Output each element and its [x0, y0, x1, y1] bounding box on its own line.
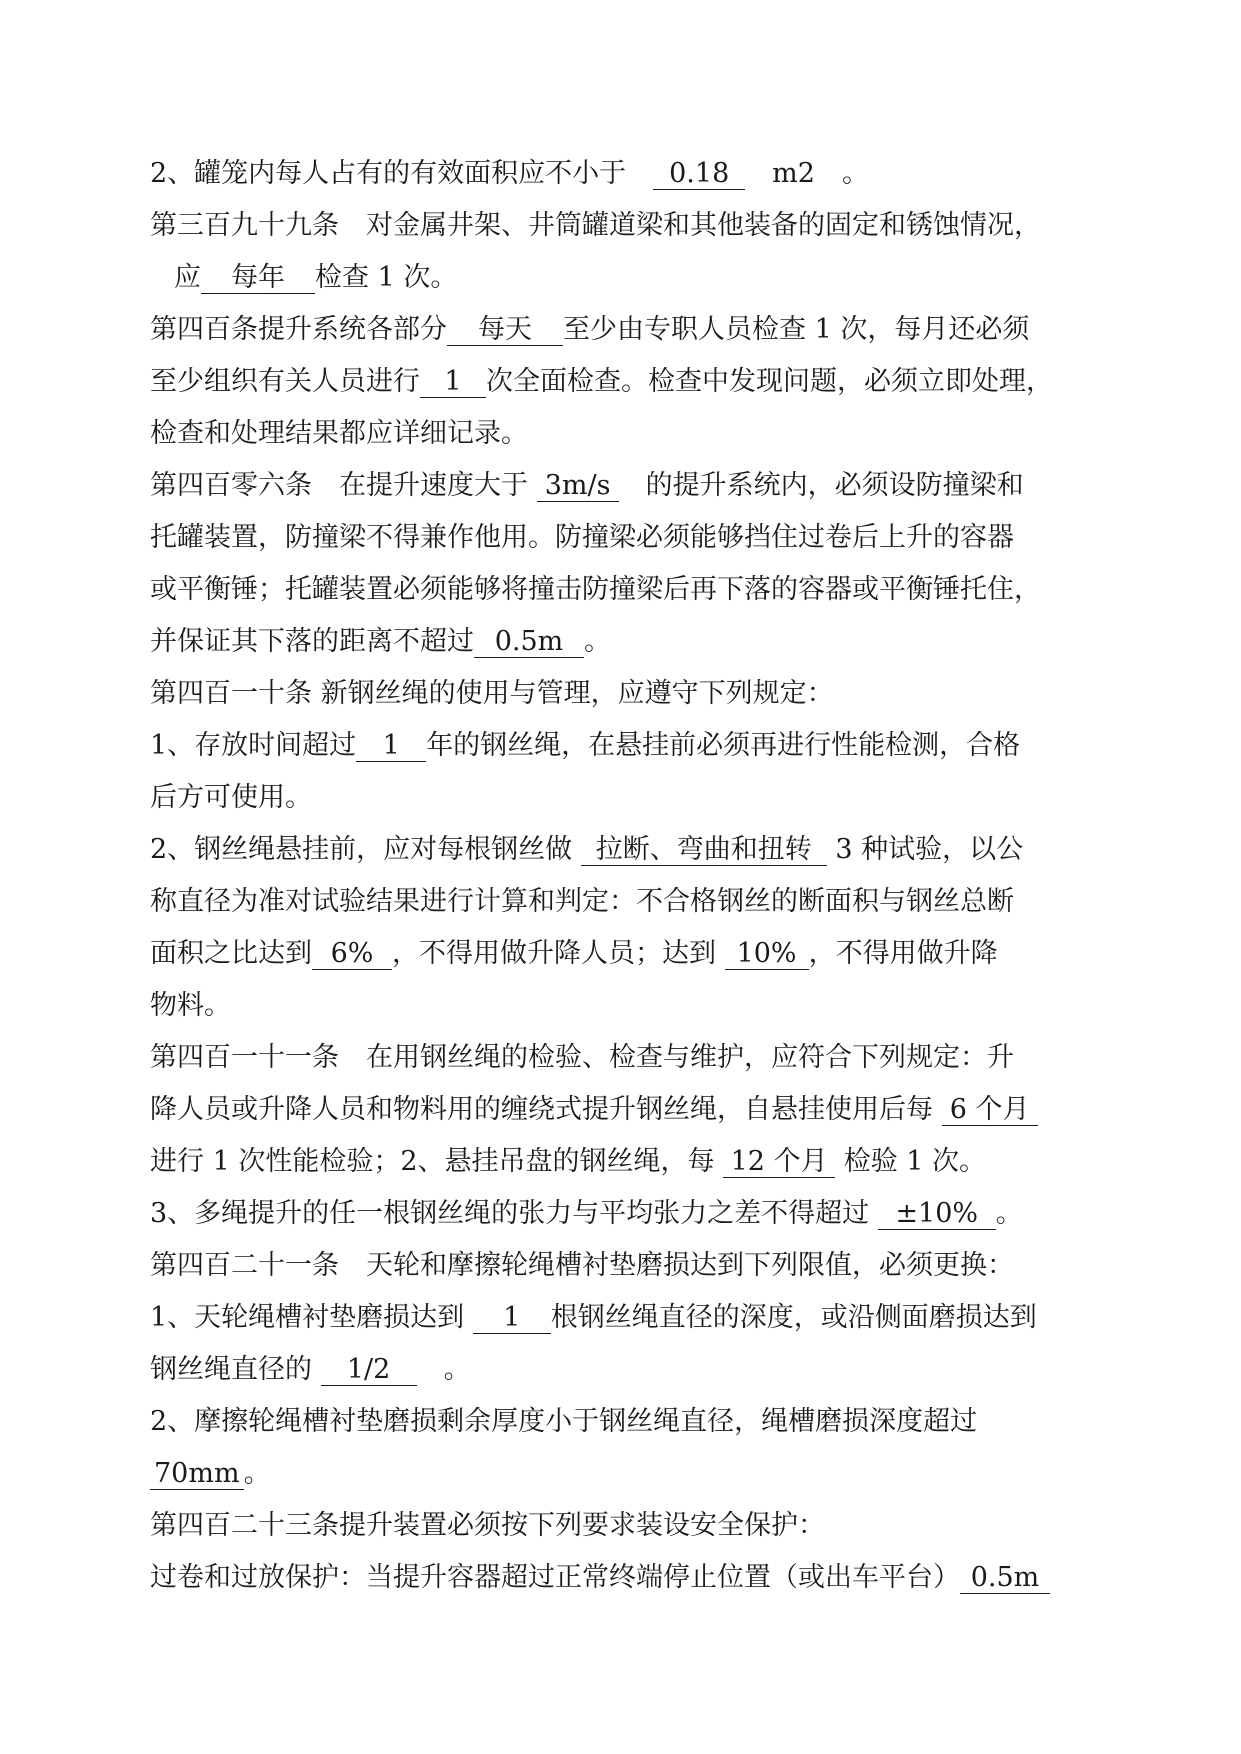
- text-line: [150, 1084, 1105, 1136]
- text-line: [150, 980, 1105, 1032]
- text-segment: 2、罐笼内每人占有的有效面积应不小于: [150, 158, 654, 189]
- text-line: [150, 1396, 1105, 1448]
- text-line: [150, 772, 1105, 824]
- text-segment: 进行 1 次性能检验；2、悬挂吊盘的钢丝绳，每: [150, 1146, 724, 1177]
- text-segment: 检查和处理结果都应详细记录。: [150, 418, 528, 449]
- text-line: [150, 1500, 1105, 1552]
- filled-blank: 6%: [312, 939, 392, 970]
- text-segment: 面积之比达到: [150, 938, 312, 969]
- text-segment: 第四百零六条 在提升速度大于: [150, 470, 537, 501]
- filled-blank: 每年: [201, 263, 315, 294]
- text-segment: 第三百九十九条 对金属井架、井筒罐道梁和其他装备的固定和锈蚀情况，: [150, 210, 1041, 241]
- text-line: [150, 1344, 1105, 1396]
- text-segment: 第四百二十三条提升装置必须按下列要求装设安全保护：: [150, 1510, 825, 1541]
- text-segment: 根钢丝绳直径的深度，或沿侧面磨损达到: [550, 1302, 1037, 1333]
- filled-blank: 拉断、弯曲和扭转: [581, 835, 827, 866]
- text-segment: 第四百一十条 新钢丝绳的使用与管理，应遵守下列规定：: [150, 678, 834, 709]
- filled-blank: 70mm: [150, 1459, 244, 1490]
- text-segment: 后方可使用。: [150, 782, 312, 813]
- text-segment: 3 种试验，以公: [826, 834, 1024, 865]
- text-segment: 第四百条提升系统各部分: [150, 314, 447, 345]
- text-segment: 称直径为准对试验结果进行计算和判定：不合格钢丝的断面积与钢丝总断: [150, 886, 1014, 917]
- text-segment: 检查 1 次。: [315, 262, 458, 293]
- filled-blank: 0.5m: [474, 627, 584, 658]
- text-segment: 的提升系统内，必须设防撞梁和: [618, 470, 1024, 501]
- text-line: [150, 616, 1105, 668]
- text-segment: 。: [243, 1458, 271, 1489]
- text-line: [150, 1188, 1105, 1240]
- text-segment: 第四百一十一条 在用钢丝绳的检验、检查与维护，应符合下列规定：升: [150, 1042, 1014, 1073]
- text-line: [150, 512, 1105, 564]
- text-segment: ，不得用做升降人员；达到: [392, 938, 725, 969]
- text-segment: 1、天轮绳槽衬垫磨损达到: [150, 1302, 473, 1333]
- filled-blank: 1: [473, 1303, 551, 1334]
- text-segment: 第四百二十一条 天轮和摩擦轮绳槽衬垫磨损达到下列限值，必须更换：: [150, 1250, 1014, 1281]
- text-line: [150, 304, 1105, 356]
- text-segment: 。: [416, 1354, 471, 1385]
- filled-blank: 1/2: [321, 1355, 417, 1386]
- text-segment: 并保证其下落的距离不超过: [150, 626, 474, 657]
- text-segment: 托罐装置，防撞梁不得兼作他用。防撞梁必须能够挡住过卷后上升的容器: [150, 522, 1014, 553]
- text-line: [150, 356, 1105, 408]
- text-segment: 2、钢丝绳悬挂前，应对每根钢丝做: [150, 834, 581, 865]
- text-line: [150, 668, 1105, 720]
- regulation-text-body: [150, 148, 1105, 1604]
- text-line: [150, 1136, 1105, 1188]
- text-line: [150, 148, 1105, 200]
- text-segment: 次全面检查。检查中发现问题，必须立即处理，: [486, 366, 1053, 397]
- text-segment: 降人员或升降人员和物料用的缠绕式提升钢丝绳，自悬挂使用后每: [150, 1094, 942, 1125]
- text-line: [150, 824, 1105, 876]
- text-line: [150, 252, 1105, 304]
- text-segment: m2 。: [745, 158, 869, 189]
- filled-blank: 1: [356, 731, 426, 762]
- text-line: [150, 460, 1105, 512]
- text-segment: 。: [584, 626, 611, 657]
- filled-blank: 10%: [725, 939, 809, 970]
- text-line: [150, 1292, 1105, 1344]
- text-line: [150, 408, 1105, 460]
- text-line: [150, 1448, 1105, 1500]
- filled-blank: 6 个月: [942, 1095, 1038, 1126]
- text-segment: 物料。: [150, 990, 231, 1021]
- filled-blank: 0.18: [653, 159, 745, 190]
- text-segment: 过卷和过放保护：当提升容器超过正常终端停止位置（或出车平台）: [150, 1562, 960, 1593]
- text-line: [150, 564, 1105, 616]
- text-segment: 3、多绳提升的任一根钢丝绳的张力与平均张力之差不得超过: [150, 1198, 878, 1229]
- text-segment: 。: [995, 1198, 1023, 1229]
- text-segment: 至少组织有关人员进行: [150, 366, 420, 397]
- text-segment: 钢丝绳直径的: [150, 1354, 321, 1385]
- text-segment: 应: [174, 262, 201, 293]
- text-segment: 1、存放时间超过: [150, 730, 357, 761]
- text-segment: 年的钢丝绳，在悬挂前必须再进行性能检测，合格: [426, 730, 1021, 761]
- text-segment: ，不得用做升降: [808, 938, 998, 969]
- text-line: [150, 876, 1105, 928]
- text-line: [150, 928, 1105, 980]
- text-segment: 或平衡锤；托罐装置必须能够将撞击防撞梁后再下落的容器或平衡锤托住，: [150, 574, 1041, 605]
- filled-blank: ±10%: [878, 1199, 996, 1230]
- text-line: [150, 1240, 1105, 1292]
- filled-blank: 1: [420, 367, 486, 398]
- filled-blank: 0.5m: [960, 1563, 1050, 1594]
- text-segment: 至少由专职人员检查 1 次，每月还必须: [563, 314, 1030, 345]
- text-segment: 2、摩擦轮绳槽衬垫磨损剩余厚度小于钢丝绳直径，绳槽磨损深度超过: [150, 1406, 978, 1437]
- filled-blank: 12 个月: [723, 1147, 835, 1178]
- text-line: [150, 1552, 1105, 1604]
- filled-blank: 每天: [447, 315, 563, 346]
- text-line: [150, 200, 1105, 252]
- text-segment: 检验 1 次。: [835, 1146, 987, 1177]
- filled-blank: 3m/s: [537, 471, 619, 502]
- text-line: [150, 1032, 1105, 1084]
- text-line: [150, 720, 1105, 772]
